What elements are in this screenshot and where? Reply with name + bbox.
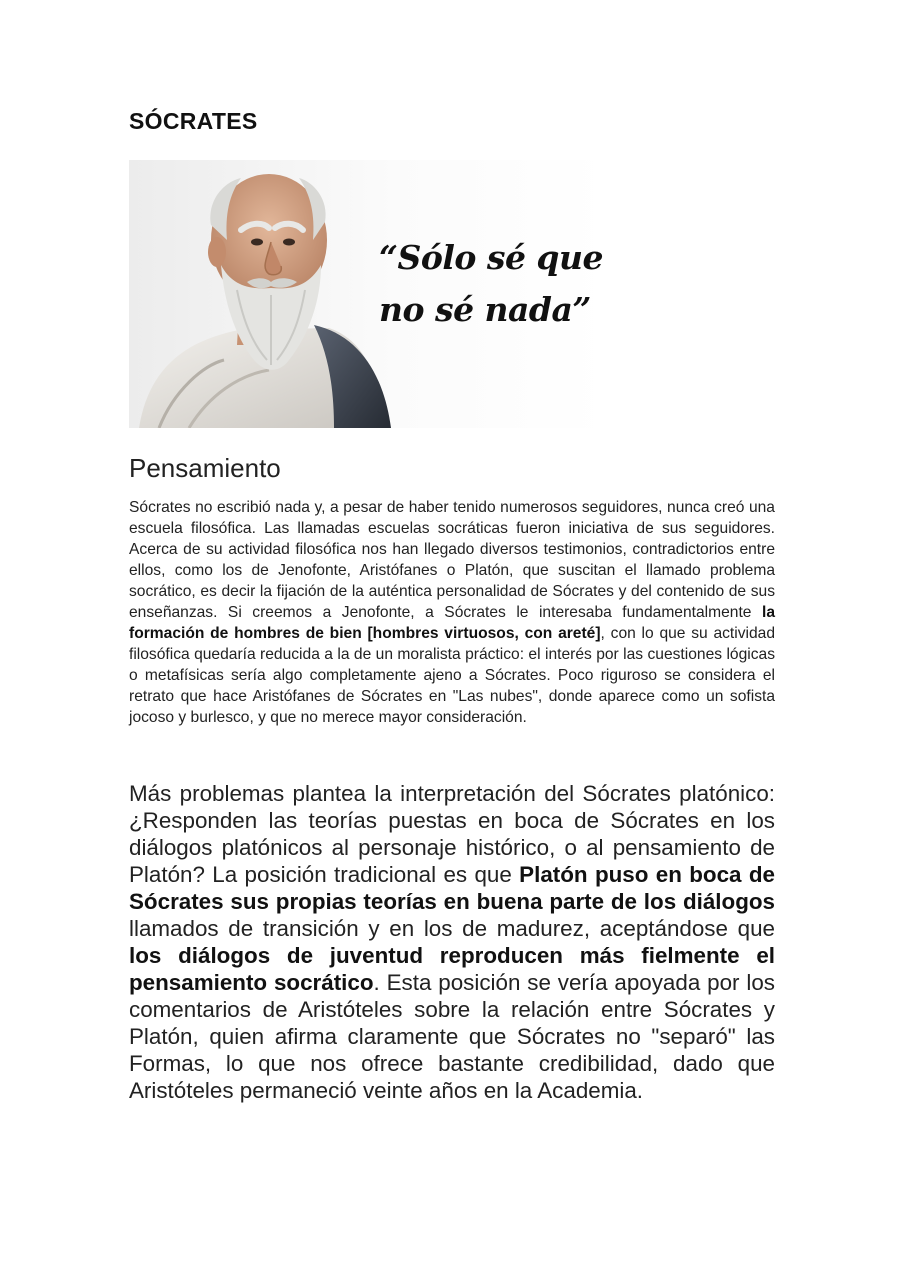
paragraph-2-text-c: . Esta posición se vería apoyada por los comentarios de Aristóteles sobre la relación entre Sócrates y Platón, quien afirma claramente que Sócrates no "separó" las Formas, lo que nos ofrece bastante credibilidad, dado que Aristóteles permaneció veinte años en la Academia.	[129, 970, 775, 1103]
paragraph-2-text-a: Más problemas plantea la interpretación del Sócrates platónico: ¿Responden las teorías puestas en boca de Sócrates en los diálogos platónicos al personaje histórico, o al pensamiento de Platón? La posición tradicional es que	[129, 781, 775, 887]
quote-line-1: “Sólo sé que	[379, 238, 603, 277]
paragraph-2-text-b: llamados de transición y en los de madurez, aceptándose que	[129, 916, 775, 941]
document-title: SÓCRATES	[129, 108, 258, 134]
paragraph-2-bold-1: Platón puso en boca de Sócrates sus propias teorías en buena parte de los diálogos	[129, 862, 775, 914]
paragraph-1	[129, 497, 775, 728]
paragraph-1-bold-1: la formación de hombres de bien [hombres virtuosos, con areté]	[129, 604, 775, 642]
quote-text	[379, 232, 609, 336]
paragraph-2	[129, 780, 775, 1104]
paragraph-1-text-a: Sócrates no escribió nada y, a pesar de haber tenido numerosos seguidores, nunca creó una escuela filosófica. Las llamadas escuelas socráticas fueron iniciativa de sus seguidores. Acerca de su actividad filosófica nos han llegado diversos testimonios, contradictorios entre ellos, como los de Jenofonte, Aristófanes o Platón, que suscitan el llamado problema socrático, es decir la fijación de la auténtica personalidad de Sócrates y del contenido de sus enseñanzas. Si creemos a Jenofonte, a Sócrates le interesaba fundamentalmente	[129, 499, 775, 621]
quote-line-2: no sé nada”	[379, 290, 591, 329]
section-heading: Pensamiento	[129, 453, 281, 483]
paragraph-2-bold-2: los diálogos de juventud reproducen más fielmente el pensamiento socrático	[129, 943, 775, 995]
socrates-illustration	[129, 160, 609, 428]
paragraph-1-text-b: , con lo que su actividad filosófica quedaría reducida a la de un moralista práctico: el interés por las cuestiones lógicas o metafísicas sería algo completamente ajeno a Sócrates. Poco riguroso se considera el retrato que hace Aristófanes de Sócrates en "Las nubes", donde aparece como un sofista jocoso y burlesco, y que no merece mayor consideración.	[129, 625, 775, 726]
